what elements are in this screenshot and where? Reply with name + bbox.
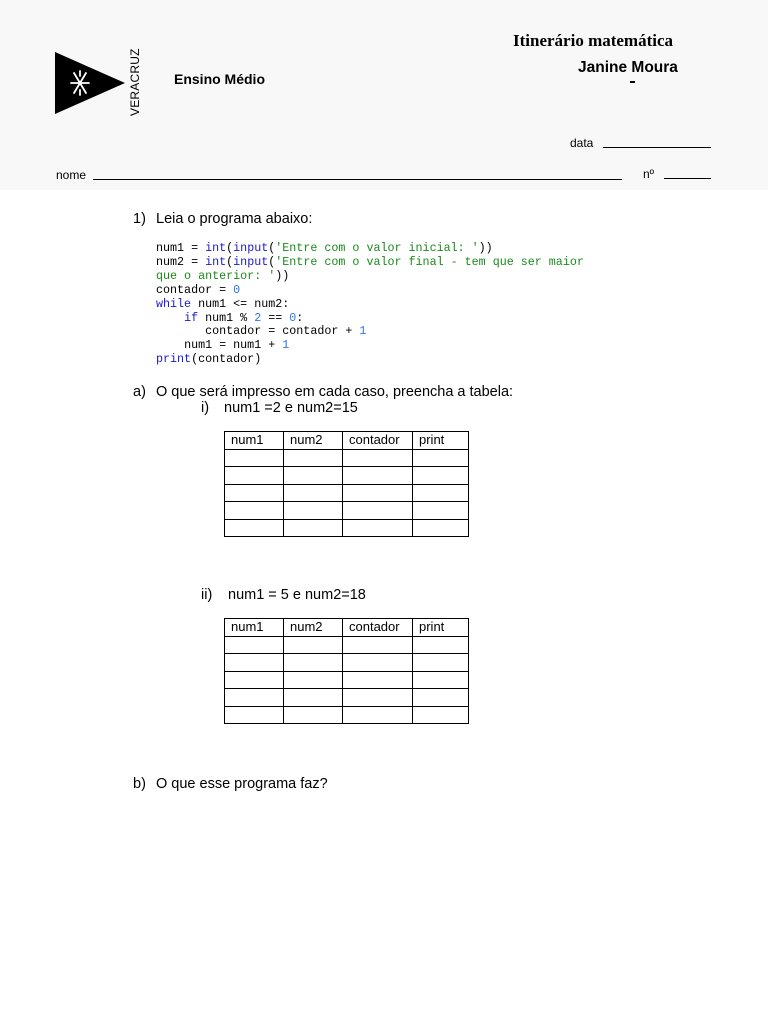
answer-cell[interactable] [343, 671, 413, 689]
case-2-label: num1 = 5 e num2=18 [228, 587, 366, 603]
answer-cell[interactable] [225, 706, 284, 724]
code-block [156, 242, 584, 367]
code-line-7: contador = contador + 1 [205, 324, 367, 339]
code-line-5: while num1 <= num2: [156, 296, 290, 311]
table-row [225, 654, 469, 672]
header-num1: num1 [225, 619, 284, 637]
answer-cell[interactable] [413, 654, 469, 672]
table-header-row [225, 619, 469, 637]
answer-cell[interactable] [284, 502, 343, 520]
answer-cell[interactable] [343, 484, 413, 502]
table-row [225, 502, 469, 520]
answer-cell[interactable] [413, 502, 469, 520]
header-num1: num1 [225, 432, 284, 450]
answer-cell[interactable] [284, 671, 343, 689]
name-label: nome [56, 168, 87, 182]
date-label: data [570, 136, 594, 150]
case-2-numeral: ii) [201, 587, 213, 603]
answer-cell[interactable] [343, 654, 413, 672]
table-header-row [225, 432, 469, 450]
answer-cell[interactable] [225, 502, 284, 520]
brand-name: VERACRUZ [128, 48, 142, 116]
table-row [225, 706, 469, 724]
answer-cell[interactable] [413, 519, 469, 537]
part-a-prompt: O que será impresso em cada caso, preencha a tabela: [156, 384, 514, 400]
answer-cell[interactable] [413, 467, 469, 485]
answer-cell[interactable] [343, 449, 413, 467]
answer-cell[interactable] [225, 449, 284, 467]
answer-cell[interactable] [413, 689, 469, 707]
case-1-numeral: i) [201, 400, 210, 416]
code-line-4: contador = 0 [156, 282, 241, 297]
answer-cell[interactable] [343, 502, 413, 520]
header-contador: contador [343, 619, 413, 637]
answer-cell[interactable] [284, 449, 343, 467]
answer-cell[interactable] [343, 706, 413, 724]
answer-cell[interactable] [225, 654, 284, 672]
answer-cell[interactable] [225, 467, 284, 485]
answer-cell[interactable] [225, 519, 284, 537]
question-prompt: Leia o programa abaixo: [156, 211, 313, 227]
answer-cell[interactable] [284, 654, 343, 672]
question-number: 1) [133, 211, 146, 227]
header-num2: num2 [284, 619, 343, 637]
header-num2: num2 [284, 432, 343, 450]
number-field[interactable] [664, 178, 711, 179]
veracruz-logo-icon [55, 50, 127, 116]
table-row [225, 519, 469, 537]
part-b-prompt: O que esse programa faz? [156, 776, 328, 792]
answer-cell[interactable] [343, 467, 413, 485]
table-row [225, 484, 469, 502]
answer-cell[interactable] [225, 636, 284, 654]
answer-cell[interactable] [343, 519, 413, 537]
code-line-1: num1 = int(input('Entre com o valor inicial: ')) [156, 241, 493, 255]
answer-cell[interactable] [284, 636, 343, 654]
table-row [225, 689, 469, 707]
header-print: print [413, 432, 469, 450]
code-line-9: print(contador) [156, 352, 262, 367]
answer-cell[interactable] [225, 484, 284, 502]
page-title: Itinerário matemática [513, 31, 674, 50]
code-line-6: if num1 % 2 == 0: [184, 310, 304, 325]
answer-cell[interactable] [225, 689, 284, 707]
header-print: print [413, 619, 469, 637]
code-line-3: que o anterior: ')) [156, 268, 290, 283]
answer-table-2 [224, 618, 469, 724]
date-field[interactable] [603, 147, 711, 148]
answer-cell[interactable] [413, 449, 469, 467]
header-contador: contador [343, 432, 413, 450]
answer-cell[interactable] [343, 689, 413, 707]
answer-cell[interactable] [284, 467, 343, 485]
answer-cell[interactable] [413, 671, 469, 689]
answer-cell[interactable] [225, 671, 284, 689]
answer-cell[interactable] [284, 689, 343, 707]
school-segment: Ensino Médio [174, 71, 265, 87]
number-label: nº [643, 167, 655, 181]
part-b-letter: b) [133, 776, 146, 792]
answer-cell[interactable] [284, 706, 343, 724]
case-1-label: num1 =2 e num2=15 [224, 400, 358, 416]
author-name: Janine Moura [578, 59, 678, 76]
answer-cell[interactable] [413, 706, 469, 724]
answer-table-1 [224, 431, 469, 537]
answer-cell[interactable] [413, 636, 469, 654]
answer-cell[interactable] [413, 484, 469, 502]
part-a-letter: a) [133, 384, 146, 400]
table-row [225, 671, 469, 689]
answer-cell[interactable] [284, 484, 343, 502]
name-field[interactable] [93, 179, 622, 180]
code-line-2: num2 = int(input('Entre com o valor final - tem que ser maior [156, 254, 584, 269]
code-line-8: num1 = num1 + 1 [184, 338, 290, 353]
author-mark [630, 81, 635, 83]
table-row [225, 449, 469, 467]
table-row [225, 636, 469, 654]
answer-cell[interactable] [284, 519, 343, 537]
answer-cell[interactable] [343, 636, 413, 654]
table-row [225, 467, 469, 485]
